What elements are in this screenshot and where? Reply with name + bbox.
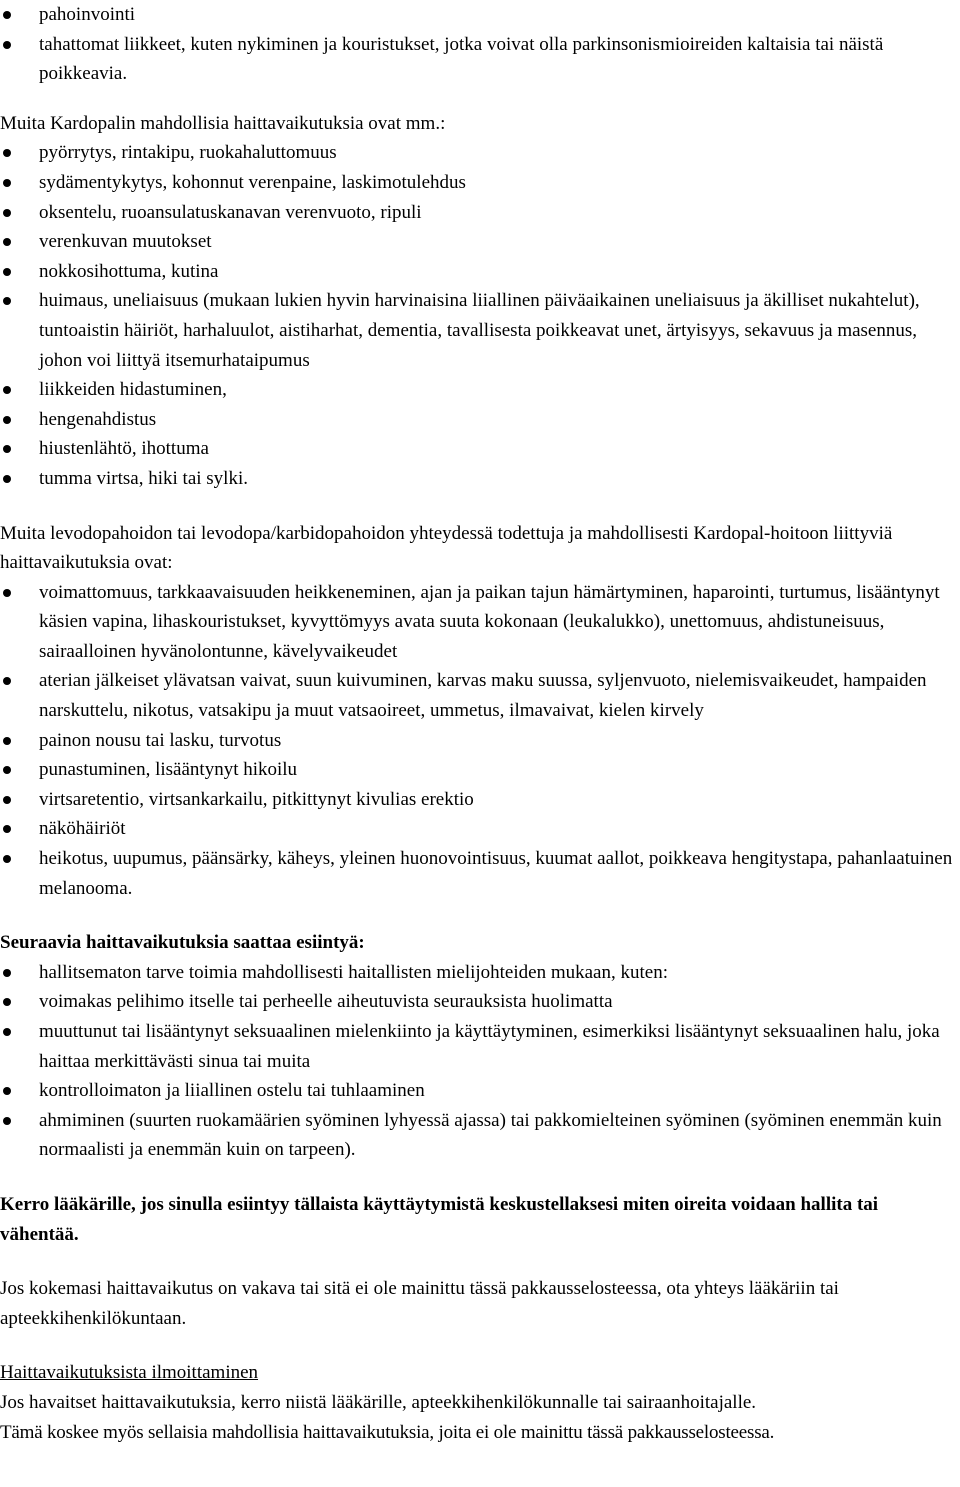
side-effects-list-4 — [0, 958, 960, 1165]
list-item: aterian jälkeiset ylävatsan vaivat, suun kuivuminen, karvas maku suussa, syljenvuoto, nielemisvaikeudet, hampaiden narskuttelu, nikotus, vatsakipu ja muut vatsaoireet, ummetus, ilmavaivat, kielen kirvely — [0, 666, 960, 725]
reporting-heading: Haittavaikutuksista ilmoittaminen — [0, 1362, 259, 1384]
list-item: voimattomuus, tarkkaavaisuuden heikkeneminen, ajan ja paikan tajun hämärtyminen, haparointi, turtumus, lisääntynyt käsien vapina, lihaskouristukset, kyvyttömyys avata suuta kokonaan (leukalukko), unettomuus, ahdistuneisuus, sairaalloinen hyvänolontunne, kävelyvaikeudet — [0, 578, 960, 667]
list-item: hallitsematon tarve toimia mahdollisesti haitallisten mielijohteiden mukaan, kuten: — [0, 958, 960, 988]
list-item: muuttunut tai lisääntynyt seksuaalinen mielenkiinto ja käyttäytyminen, esimerkiksi lisääntynyt seksuaalinen halu, joka haittaa merkittävästi sinua tai muita — [0, 1017, 960, 1076]
list-item: näköhäiriöt — [0, 814, 960, 844]
list-item: punastuminen, lisääntynyt hikoilu — [0, 755, 960, 785]
list-item: hengenahdistus — [0, 405, 960, 435]
reporting-line-2: Tämä koskee myös sellaisia mahdollisia haittavaikutuksia, joita ei ole mainittu tässä pakkausselosteessa. — [0, 1421, 775, 1443]
section-intro-other-effects: Muita Kardopalin mahdollisia haittavaikutuksia ovat mm.: — [0, 112, 446, 134]
list-item: oksentelu, ruoansulatuskanavan verenvuoto, ripuli — [0, 198, 960, 228]
section-intro-levodopa: Muita levodopahoidon tai levodopa/karbidopahoidon yhteydessä todettuja ja mahdollisesti Kardopal-hoitoon liittyviä haittavaikutuksia ovat: — [0, 522, 893, 574]
list-item: hiustenlähtö, ihottuma — [0, 434, 960, 464]
side-effects-list-2 — [0, 138, 960, 493]
list-item: huimaus, uneliaisuus (mukaan lukien hyvin harvinaisina liiallinen päiväaikainen uneliaisuus ja äkilliset nukahtelut), tuntoaistin häiriöt, harhaluulot, aistiharhat, dementia, tavallisesta poikkeavat unet, ärtyisyys, sekavuus ja masennus, johon voi liittyä itsemurhataipumus — [0, 286, 960, 375]
list-item: kontrolloimaton ja liiallinen ostelu tai tuhlaaminen — [0, 1076, 960, 1106]
advice-paragraph: Jos kokemasi haittavaikutus on vakava tai sitä ei ole mainittu tässä pakkausselosteessa, ota yhteys lääkäriin tai apteekkihenkilökuntaan. — [0, 1278, 839, 1329]
side-effects-list-3 — [0, 578, 960, 904]
list-item: nokkosihottuma, kutina — [0, 257, 960, 287]
list-item: pyörrytys, rintakipu, ruokahaluttomuus — [0, 138, 960, 168]
list-item: ahmiminen (suurten ruokamäärien syöminen lyhyessä ajassa) tai pakkomielteinen syöminen (syöminen enemmän kuin normaalisti ja enemmän kuin on tarpeen). — [0, 1106, 960, 1165]
warning-paragraph: Kerro lääkärille, jos sinulla esiintyy tällaista käyttäytymistä keskustellaksesi miten oireita voidaan hallita tai vähentää. — [0, 1193, 879, 1245]
section-heading-possible-effects: Seuraavia haittavaikutuksia saattaa esiintyä: — [0, 932, 365, 954]
list-item: verenkuvan muutokset — [0, 227, 960, 257]
list-item: heikotus, uupumus, päänsärky, käheys, yleinen huonovointisuus, kuumat aallot, poikkeava hengitystapa, pahanlaatuinen melanooma. — [0, 844, 960, 903]
list-item: virtsaretentio, virtsankarkailu, pitkittynyt kivulias erektio — [0, 785, 960, 815]
list-item: tumma virtsa, hiki tai sylki. — [0, 464, 960, 494]
list-item: painon nousu tai lasku, turvotus — [0, 726, 960, 756]
list-item: tahattomat liikkeet, kuten nykiminen ja kouristukset, jotka voivat olla parkinsonismioireiden kaltaisia tai näistä poikkeavia. — [0, 30, 960, 89]
list-item: pahoinvointi — [0, 0, 960, 30]
list-item: sydämentykytys, kohonnut verenpaine, laskimotulehdus — [0, 168, 960, 198]
side-effects-list-1 — [0, 0, 960, 89]
list-item: voimakas pelihimo itselle tai perheelle aiheutuvista seurauksista huolimatta — [0, 987, 960, 1017]
list-item: liikkeiden hidastuminen, — [0, 375, 960, 405]
reporting-line-1: Jos havaitset haittavaikutuksia, kerro niistä lääkärille, apteekkihenkilökunnalle tai sairaanhoitajalle. — [0, 1391, 757, 1413]
